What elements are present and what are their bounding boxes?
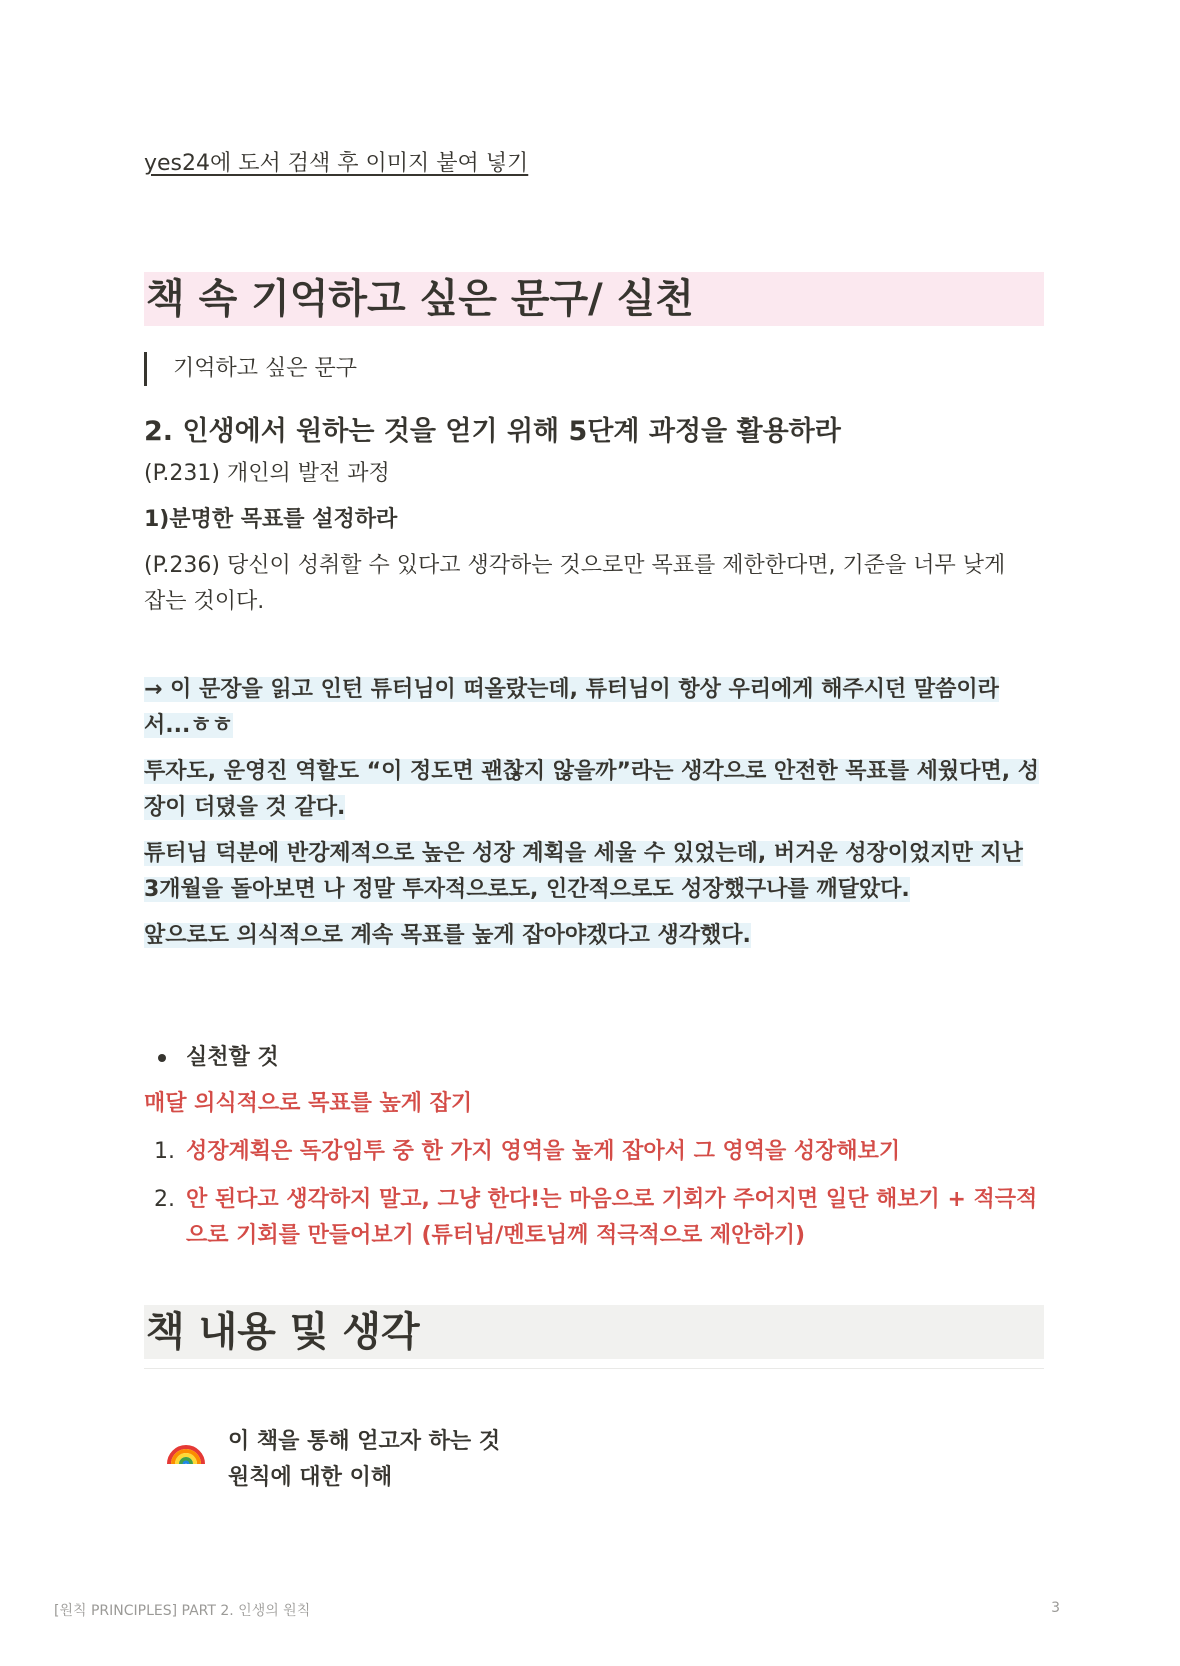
subheading: 2. 인생에서 원하는 것을 얻기 위해 5단계 과정을 활용하라	[144, 416, 841, 447]
section-heading-quotes-text: 책 속 기억하고 싶은 문구/ 실천	[146, 276, 694, 322]
page-number: 3	[1051, 1600, 1060, 1616]
ordered-list-text-1: 성장계획은 독강임투 중 한 가지 영역을 높게 잡아서 그 영역을 성장해보기	[186, 1139, 901, 1164]
ordered-list-item-2	[154, 1182, 1044, 1254]
footer-title: [원칙 PRINCIPLES] PART 2. 인생의 원칙	[54, 1603, 311, 1619]
ordered-list-text-2-line2: 으로 기회를 만들어보기 (튜터님/멘토님께 적극적으로 제안하기)	[186, 1223, 805, 1248]
section-heading-content	[144, 1305, 1044, 1359]
red-line: 매달 의식적으로 목표를 높게 잡기	[144, 1091, 473, 1116]
callout-text	[228, 1424, 728, 1496]
yes24-link[interactable]: yes24에 도서 검색 후 이미지 붙여 넣기	[144, 151, 529, 176]
ordered-list-text-2-line1: 안 된다고 생각하지 말고, 그냥 한다!는 마음으로 기회가 주어지면 일단 해보기 + 적극적	[186, 1187, 1038, 1212]
paragraph-page-236-line2: 잡는 것이다.	[144, 589, 265, 614]
highlight-1-line1: → 이 문장을 읽고 인턴 튜터님이 떠올랐는데, 튜터님이 항상 우리에게 해주시던 말씀이라	[144, 677, 999, 702]
highlight-1-line2: 서...ㅎㅎ	[144, 713, 233, 738]
highlight-3-line1: 튜터님 덕분에 반강제적으로 높은 성장 계획을 세울 수 있었는데, 버거운 성장이었지만 지난	[144, 841, 1023, 866]
highlight-paragraph-3	[144, 836, 1044, 908]
paragraph-page-231: (P.231) 개인의 발전 과정	[144, 461, 390, 486]
highlight-paragraph-2	[144, 754, 1044, 826]
highlight-3-line2: 3개월을 돌아보면 나 정말 투자적으로도, 인간적으로도 성장했구나를 깨달았다.	[144, 877, 910, 902]
bullet-item-practice	[158, 1040, 279, 1076]
rainbow-icon	[166, 1428, 206, 1468]
highlight-paragraph-4	[144, 918, 1044, 954]
ordered-list-item-1	[154, 1134, 1044, 1170]
highlight-4-line1: 앞으로도 의식적으로 계속 목표를 높게 잡아야겠다고 생각했다.	[144, 923, 751, 948]
ordered-list-number-2: 2.	[154, 1187, 175, 1212]
bullet-item-practice-text: 실천할 것	[186, 1045, 279, 1070]
divider	[144, 1368, 1044, 1369]
section-heading-content-text: 책 내용 및 생각	[146, 1309, 420, 1355]
highlight-paragraph-1	[144, 672, 1044, 744]
bullet-dot-icon	[158, 1054, 166, 1062]
paragraph-page-236-line1: (P.236) 당신이 성취할 수 있다고 생각하는 것으로만 목표를 제한한다면, 기준을 너무 낮게	[144, 553, 1006, 578]
quote-block: 기억하고 싶은 문구	[144, 352, 357, 386]
ordered-list-number-1: 1.	[154, 1139, 175, 1164]
callout-line-1: 이 책을 통해 얻고자 하는 것	[228, 1429, 501, 1454]
callout-line-2: 원칙에 대한 이해	[228, 1465, 393, 1490]
highlight-2-line2: 장이 더뎠을 것 같다.	[144, 795, 346, 820]
paragraph-page-236	[144, 548, 1044, 620]
highlight-2-line1: 투자도, 운영진 역할도 “이 정도면 괜찮지 않을까”라는 생각으로 안전한 목표를 세웠다면, 성	[144, 759, 1039, 784]
section-heading-quotes	[144, 272, 1044, 326]
paragraph-goal: 1)분명한 목표를 설정하라	[144, 507, 398, 532]
